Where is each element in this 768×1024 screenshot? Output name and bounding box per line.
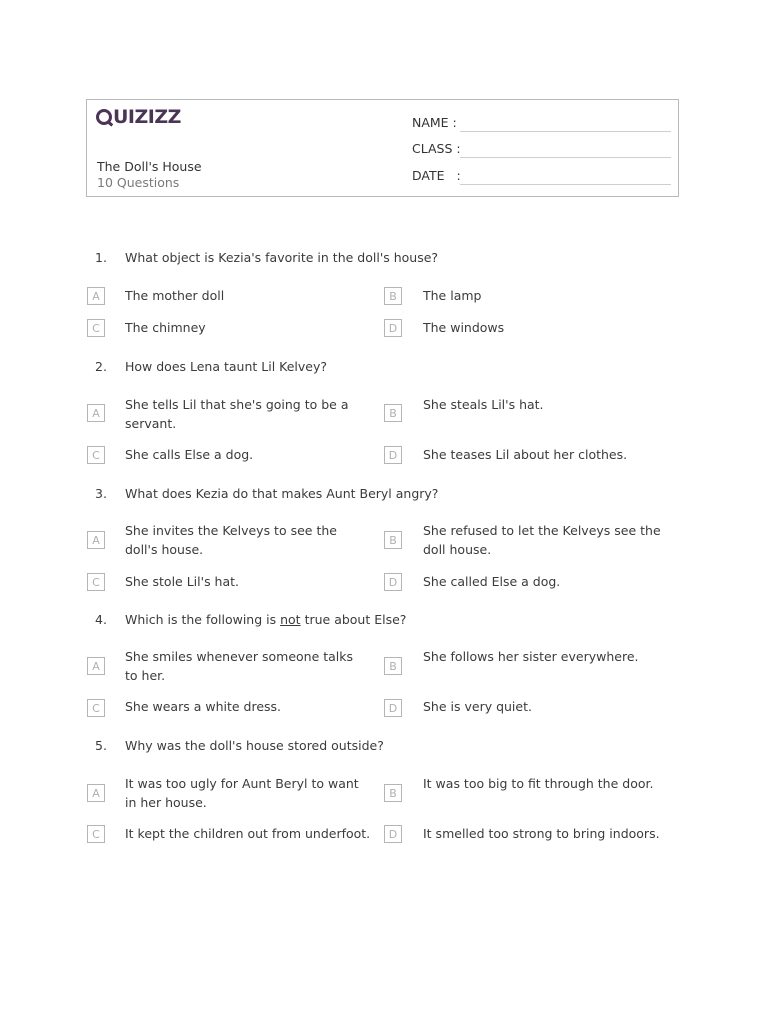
option-b-text: She steals Lil's hat. xyxy=(423,397,544,412)
option-d-text: It smelled too strong to bring indoors. xyxy=(423,826,660,841)
option-b-box[interactable]: B xyxy=(384,287,402,305)
question-number: 1. xyxy=(95,250,107,265)
question-text-underlined: not xyxy=(280,612,301,627)
option-c-box[interactable]: C xyxy=(87,573,105,591)
option-d-text: She called Else a dog. xyxy=(423,574,561,589)
option-c-text: She calls Else a dog. xyxy=(125,447,254,462)
worksheet-header xyxy=(86,99,679,197)
option-a-text: She tells Lil that she's going to be a servant. xyxy=(125,397,349,431)
class-line[interactable] xyxy=(460,157,671,158)
option-b-box[interactable]: B xyxy=(384,784,402,802)
option-c-text: It kept the children out from underfoot. xyxy=(125,826,371,841)
option-b-text: She refused to let the Kelveys see the doll house. xyxy=(423,523,661,557)
option-d-box[interactable]: D xyxy=(384,825,402,843)
option-c-box[interactable]: C xyxy=(87,825,105,843)
option-a-box[interactable]: A xyxy=(87,287,105,305)
option-b-box[interactable]: B xyxy=(384,404,402,422)
question-number: 4. xyxy=(95,612,107,627)
question-number: 3. xyxy=(95,486,107,501)
option-a-box[interactable]: A xyxy=(87,404,105,422)
option-a-text: She invites the Kelveys to see the doll's house. xyxy=(125,523,337,557)
option-a-box[interactable]: A xyxy=(87,784,105,802)
option-d-text: The windows xyxy=(423,320,505,335)
option-d-box[interactable]: D xyxy=(384,573,402,591)
question-text-before: Which is the following is xyxy=(125,612,281,627)
option-c-text: The chimney xyxy=(125,320,206,335)
option-a-box[interactable]: A xyxy=(87,531,105,549)
question-text: What does Kezia do that makes Aunt Beryl angry? xyxy=(125,486,439,501)
option-d-text: She teases Lil about her clothes. xyxy=(423,447,628,462)
option-c-text: She stole Lil's hat. xyxy=(125,574,240,589)
name-label: NAME : xyxy=(412,115,457,130)
class-label: CLASS : xyxy=(412,141,461,156)
date-label: DATE : xyxy=(412,168,461,183)
logo-text: UIZIZZ xyxy=(113,106,181,128)
date-line[interactable] xyxy=(460,184,671,185)
option-a-text: It was too ugly for Aunt Beryl to want in her house. xyxy=(125,776,359,810)
option-b-box[interactable]: B xyxy=(384,531,402,549)
option-b-box[interactable]: B xyxy=(384,657,402,675)
question-count: 10 Questions xyxy=(97,175,180,190)
option-b-text: She follows her sister everywhere. xyxy=(423,649,639,664)
option-b-text: It was too big to fit through the door. xyxy=(423,776,654,791)
option-b-text: The lamp xyxy=(423,288,482,303)
option-d-text: She is very quiet. xyxy=(423,699,532,714)
option-c-box[interactable]: C xyxy=(87,319,105,337)
option-c-text: She wears a white dress. xyxy=(125,699,282,714)
option-c-box[interactable]: C xyxy=(87,699,105,717)
option-d-box[interactable]: D xyxy=(384,699,402,717)
quizizz-logo xyxy=(96,106,181,128)
question-text xyxy=(125,612,406,627)
question-text: Why was the doll's house stored outside? xyxy=(125,738,384,753)
question-text-after: true about Else? xyxy=(300,612,407,627)
option-a-text: The mother doll xyxy=(125,288,225,303)
option-a-text: She smiles whenever someone talks to her. xyxy=(125,649,354,683)
option-d-box[interactable]: D xyxy=(384,446,402,464)
question-number: 5. xyxy=(95,738,107,753)
option-a-box[interactable]: A xyxy=(87,657,105,675)
question-text: How does Lena taunt Lil Kelvey? xyxy=(125,359,328,374)
option-d-box[interactable]: D xyxy=(384,319,402,337)
logo-q-glyph xyxy=(96,109,112,125)
worksheet-title: The Doll's House xyxy=(97,159,202,174)
question-text: What object is Kezia's favorite in the doll's house? xyxy=(125,250,439,265)
option-c-box[interactable]: C xyxy=(87,446,105,464)
name-line[interactable] xyxy=(460,131,671,132)
question-number: 2. xyxy=(95,359,107,374)
